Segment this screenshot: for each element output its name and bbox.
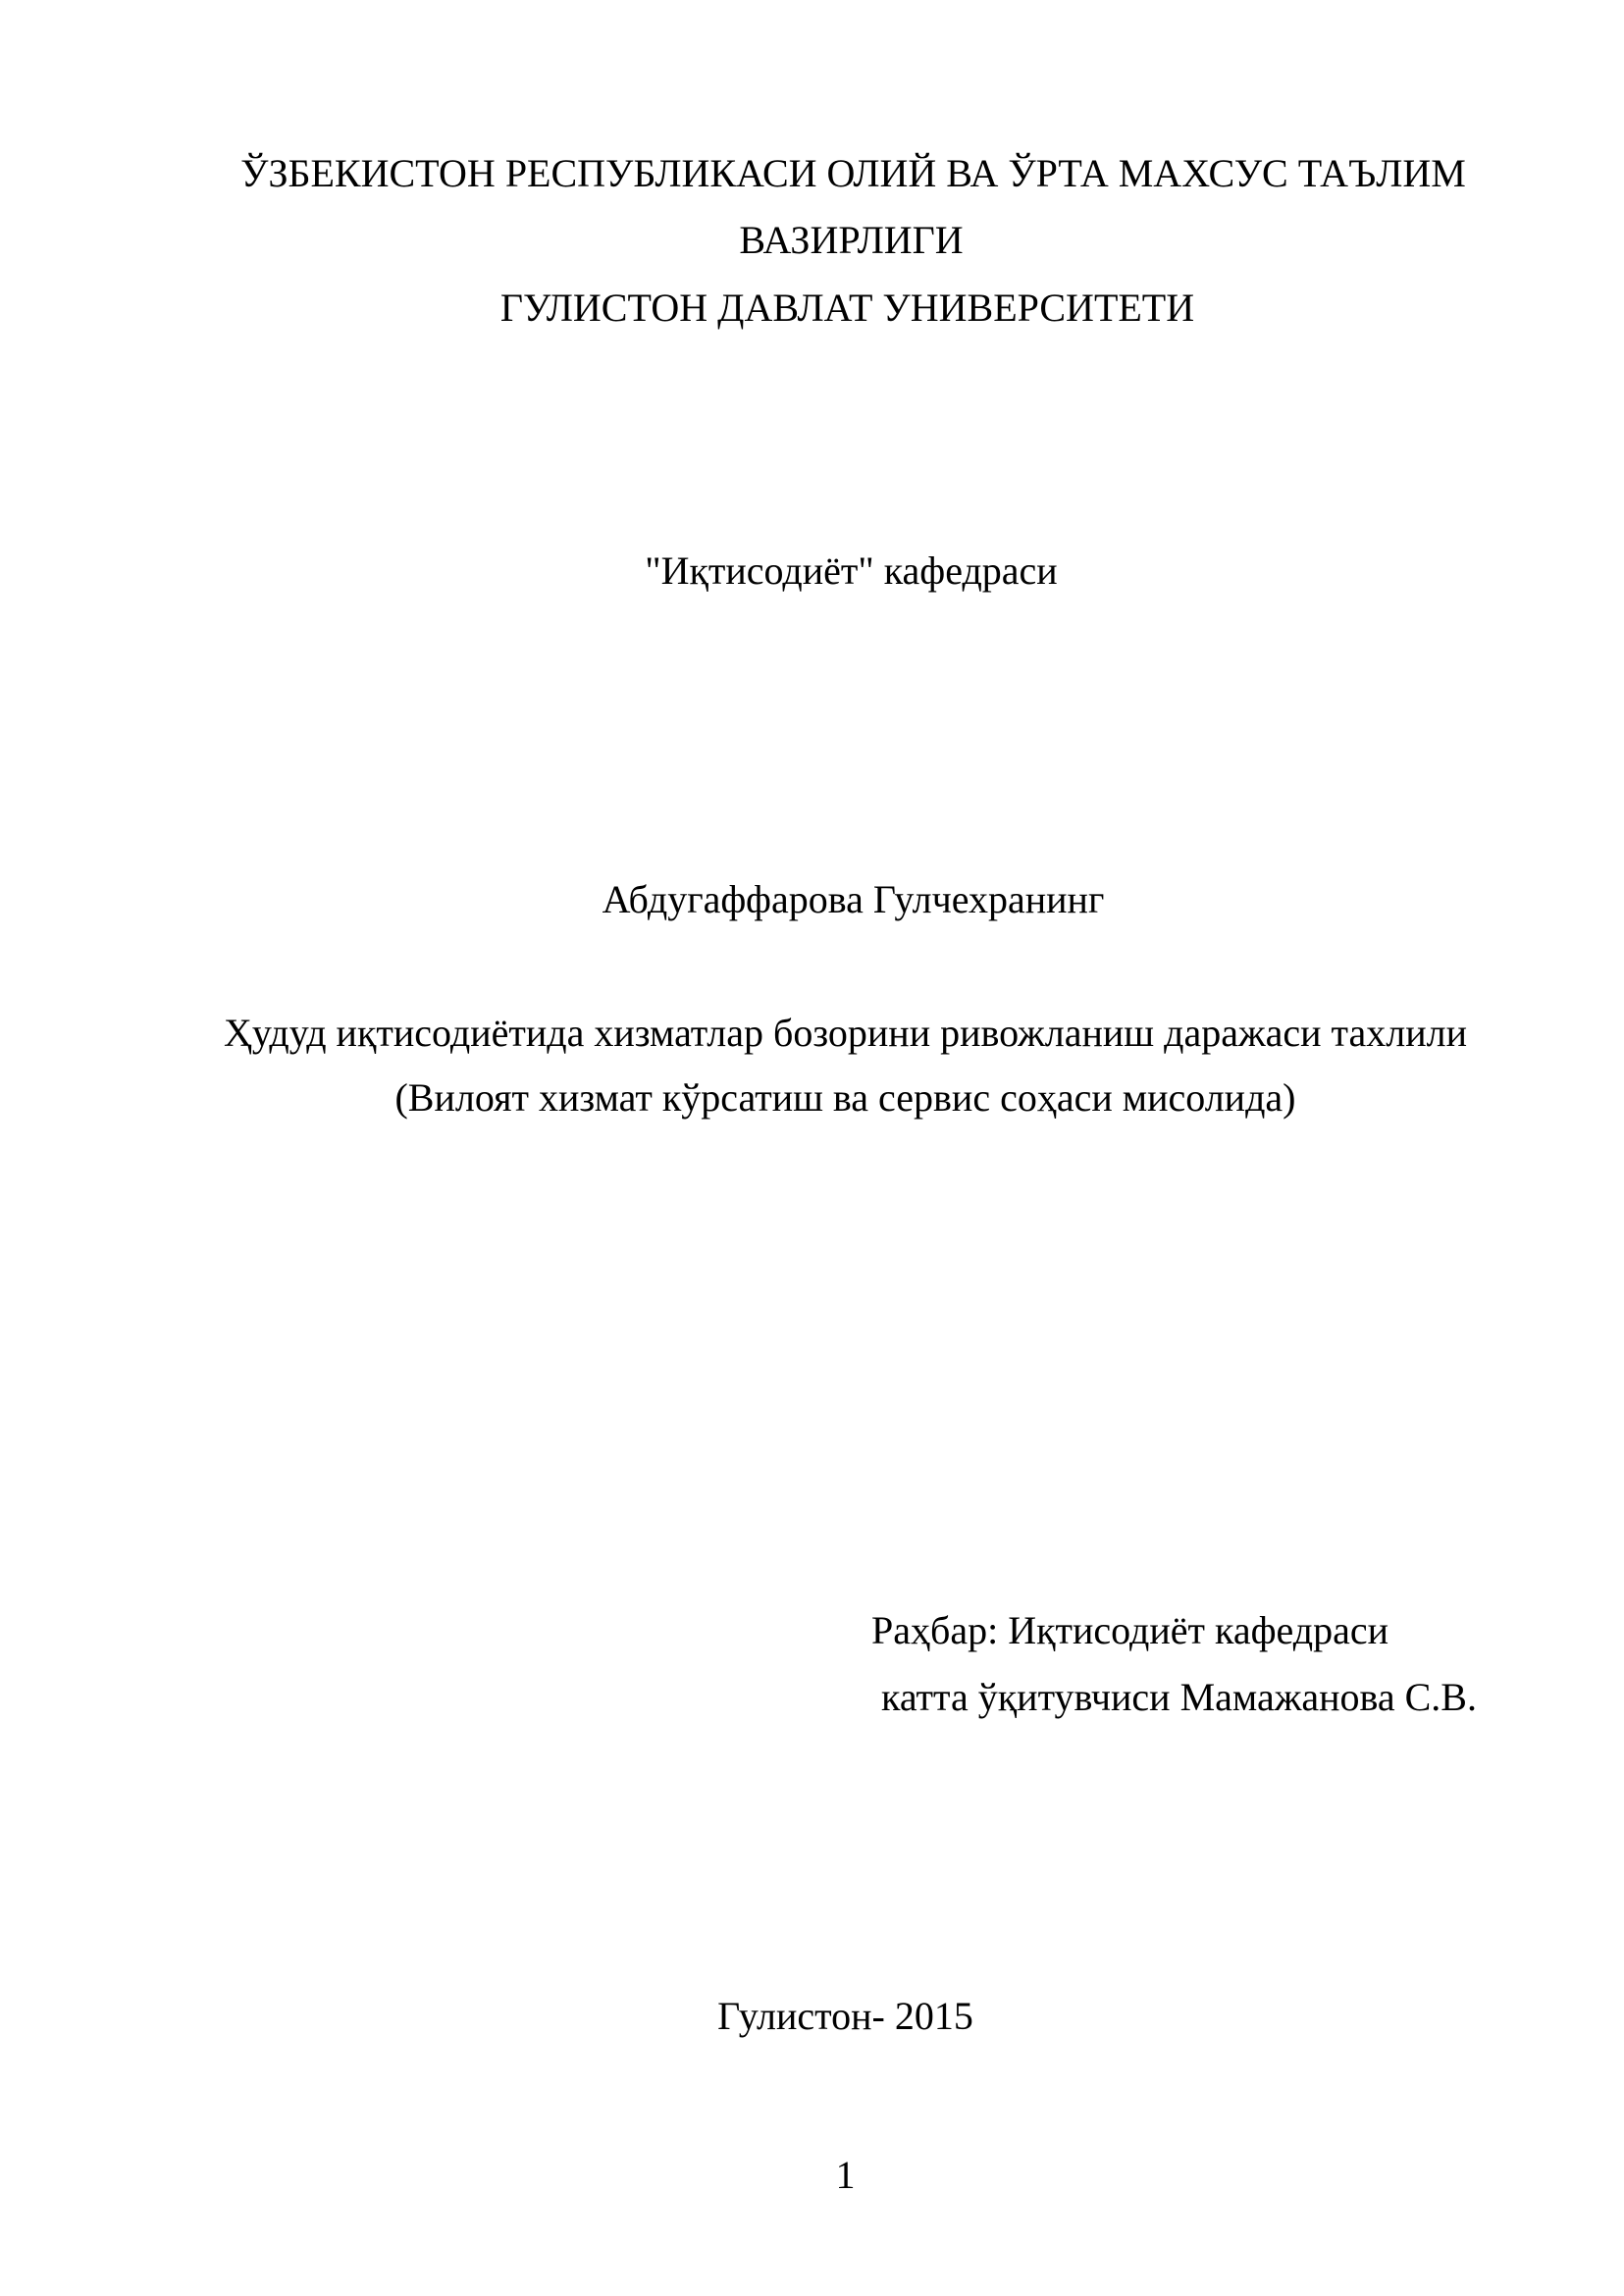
author-name: Абдугаффарова Гулчехранинг: [602, 877, 1105, 921]
supervisor-line-2: катта ўқитувчиси Мамажанова С.В.: [881, 1675, 1477, 1719]
ministry-line-2: ВАЗИРЛИГИ: [739, 218, 964, 262]
place-year: Гулистон- 2015: [717, 1994, 973, 2038]
thesis-title-line-1: Ҳудуд иқтисодиётида хизматлар бозорини ривожланиш даражаси тахлили: [224, 1011, 1467, 1055]
page-number: 1: [835, 2153, 856, 2197]
university-name: ГУЛИСТОН ДАВЛАТ УНИВЕРСИТЕТИ: [499, 286, 1195, 330]
supervisor-line-1: Раҳбар: Иқтисодиёт кафедраси: [871, 1608, 1389, 1652]
ministry-line-1: ЎЗБЕКИСТОН РЕСПУБЛИКАСИ ОЛИЙ ВА ЎРТА МАХСУС ТАЪЛИМ: [240, 151, 1466, 195]
department-name: "Иқтисодиёт" кафедраси: [645, 548, 1058, 593]
thesis-title-line-2: (Вилоят хизмат кўрсатиш ва сервис соҳаси мисолида): [394, 1075, 1296, 1120]
